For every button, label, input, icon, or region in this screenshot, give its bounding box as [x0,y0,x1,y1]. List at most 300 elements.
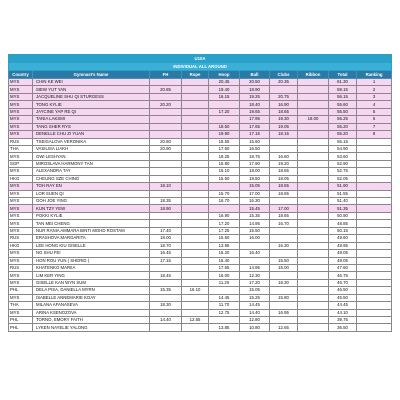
ribbon-score-cell [298,175,329,182]
rope-score-cell [182,198,209,205]
rope-score-cell: 16.10 [182,287,209,294]
clubs-score-cell: 16.90 [270,101,298,108]
country-cell: MYS [9,101,33,108]
ranking-cell [357,272,392,279]
country-cell: MYS [9,123,33,130]
rope-score-cell [182,93,209,100]
results-body [9,79,392,332]
column-header: Gymnast's Name [33,71,150,79]
ribbon-score-cell [298,198,329,205]
clubs-score-cell: 16.60 [270,153,298,160]
fh-score-cell [150,220,182,227]
hoop-score-cell: 14.45 [209,294,240,301]
rope-score-cell [182,183,209,190]
clubs-score-cell [270,302,298,309]
rope-score-cell [182,242,209,249]
ball-score-cell: 15.05 [240,287,270,294]
table-row [9,138,392,145]
ball-score-cell: 17.20 [240,279,270,286]
gymnast-name-cell: LEE HONG KIU GISELLE [33,242,150,249]
table-row [9,101,392,108]
ribbon-score-cell [298,242,329,249]
column-header: Hoop [209,71,240,79]
country-cell: THA [9,302,33,309]
gymnast-name-cell: POKKI KYLIE [33,212,150,219]
table-row [9,235,392,242]
column-header: Country [9,71,33,79]
country-cell: MYS [9,279,33,286]
rope-score-cell [182,205,209,212]
total-score-cell: 44.10 [329,309,357,316]
total-score-cell: 55.50 [329,108,357,115]
total-score-cell: 46.70 [329,279,357,286]
total-score-cell: 45.50 [329,294,357,301]
fh-score-cell [150,279,182,286]
rope-score-cell [182,131,209,138]
hoop-score-cell: 15.60 [209,235,240,242]
ranking-cell [357,220,392,227]
table-row [9,324,392,331]
country-cell: MYS [9,198,33,205]
ranking-cell: 1 [357,79,392,86]
total-score-cell: 48.05 [329,250,357,257]
total-score-cell: 51.40 [329,198,357,205]
ranking-cell: 5 [357,108,392,115]
hoop-score-cell: 17.50 [209,145,240,152]
country-cell: MYS [9,190,33,197]
ranking-cell [357,138,392,145]
fh-score-cell: 18.35 [150,198,182,205]
ball-score-cell: 15.35 [240,212,270,219]
clubs-score-cell: 15.50 [270,257,298,264]
fh-score-cell: 20.90 [150,145,182,152]
clubs-score-cell: 18.05 [270,175,298,182]
gymnast-name-cell: SIEW YUT YAN [33,86,150,93]
clubs-score-cell [270,198,298,205]
rope-score-cell [182,272,209,279]
hoop-score-cell: 20.45 [209,79,240,86]
table-row [9,123,392,130]
hoop-score-cell: 18.50 [209,123,240,130]
table-row [9,183,392,190]
gymnast-name-cell: CHEUNG SZE CHING [33,175,150,182]
rope-score-cell [182,227,209,234]
country-cell: MYS [9,212,33,219]
ranking-cell [357,175,392,182]
ranking-cell [357,264,392,271]
hoop-score-cell: 16.90 [209,212,240,219]
gymnast-name-cell: TAN MEI CHENG [33,220,150,227]
rope-score-cell [182,294,209,301]
clubs-score-cell: 15.80 [270,294,298,301]
ranking-cell [357,153,392,160]
gymnast-name-cell: MIROSLAVA HARMONY TAN [33,160,150,167]
fh-score-cell [150,108,182,115]
rope-score-cell [182,153,209,160]
ribbon-score-cell [298,86,329,93]
total-score-cell: 52.05 [329,175,357,182]
country-cell: MYS [9,205,33,212]
total-score-cell: 47.60 [329,264,357,271]
table-row [9,93,392,100]
ribbon-score-cell [298,138,329,145]
ribbon-score-cell [298,183,329,190]
rope-score-cell [182,145,209,152]
hoop-score-cell: 19.40 [209,86,240,93]
gymnast-name-cell: TANG SHER RYS [33,123,150,130]
ribbon-score-cell [298,302,329,309]
ball-score-cell: 14.45 [240,302,270,309]
hoop-score-cell: 18.55 [209,138,240,145]
clubs-score-cell: 19.20 [270,160,298,167]
clubs-score-cell: 18.65 [270,108,298,115]
country-cell: RUS [9,264,33,271]
country-cell: SGP [9,160,33,167]
clubs-score-cell [270,272,298,279]
total-score-cell: 53.60 [329,153,357,160]
hoop-score-cell: 16.70 [209,198,240,205]
country-cell: MYS [9,116,33,123]
rope-score-cell [182,101,209,108]
clubs-score-cell: 16.30 [270,242,298,249]
ribbon-score-cell [298,235,329,242]
ball-score-cell: 15.60 [240,138,270,145]
fh-score-cell [150,294,182,301]
ranking-cell [357,309,392,316]
gymnast-name-cell: NUR RANIA AMMARA BINTI MOHD ROSTAM [33,227,150,234]
country-cell: HKG [9,242,33,249]
ball-score-cell: 16.50 [240,145,270,152]
table-row [9,272,392,279]
ribbon-score-cell [298,257,329,264]
ranking-cell: 8 [357,131,392,138]
total-score-cell: 46.50 [329,287,357,294]
table-row [9,294,392,301]
hoop-score-cell: 15.70 [209,190,240,197]
ranking-cell [357,317,392,324]
total-score-cell: 50.15 [329,227,357,234]
table-row [9,250,392,257]
rope-score-cell [182,175,209,182]
country-cell: THA [9,145,33,152]
ribbon-score-cell [298,190,329,197]
ribbon-score-cell [298,264,329,271]
ranking-cell [357,183,392,190]
total-score-cell: 55.15 [329,138,357,145]
clubs-score-cell: 18.65 [270,168,298,175]
rope-score-cell [182,302,209,309]
fh-score-cell: 18.45 [150,272,182,279]
fh-score-cell: 20.85 [150,86,182,93]
country-cell: MYS [9,220,33,227]
ball-score-cell: 18.50 [240,175,270,182]
ranking-cell: 6 [357,116,392,123]
column-header: FH [150,71,182,79]
ribbon-score-cell [298,168,329,175]
ball-score-cell: 18.40 [240,101,270,108]
clubs-score-cell [270,227,298,234]
hoop-score-cell: 17.25 [209,227,240,234]
ball-score-cell: 12.80 [240,317,270,324]
total-score-cell: 61.30 [329,79,357,86]
clubs-score-cell: 20.75 [270,93,298,100]
rope-score-cell [182,108,209,115]
ranking-cell [357,257,392,264]
table-row [9,287,392,294]
ribbon-score-cell: 18.00 [298,116,329,123]
rope-score-cell [182,168,209,175]
clubs-score-cell [270,235,298,242]
clubs-score-cell: 16.70 [270,220,298,227]
column-header: Clubs [270,71,298,79]
ribbon-score-cell [298,153,329,160]
ball-score-cell: 14.95 [240,220,270,227]
gymnast-name-cell: NG SHU FEI [33,250,150,257]
hoop-score-cell [209,101,240,108]
total-score-cell: 59.15 [329,86,357,93]
column-header: Ball [240,71,270,79]
table-row [9,279,392,286]
rope-score-cell [182,220,209,227]
ranking-cell: 7 [357,123,392,130]
ball-score-cell: 18.90 [240,86,270,93]
rope-score-cell [182,116,209,123]
ranking-cell [357,302,392,309]
total-score-cell: 49.60 [329,235,357,242]
total-score-cell: 36.50 [329,324,357,331]
ranking-cell [357,235,392,242]
country-cell: MYS [9,227,33,234]
ribbon-score-cell [298,294,329,301]
hoop-score-cell: 15.20 [209,250,240,257]
hoop-score-cell [209,287,240,294]
rope-score-cell [182,250,209,257]
ball-score-cell: 15.45 [240,205,270,212]
ball-score-cell: 18.00 [240,168,270,175]
gymnast-name-cell: VASILISA LIAKH [33,145,150,152]
gymnast-name-cell: CHIN KE WEI [33,79,150,86]
table-row [9,227,392,234]
table-row [9,242,392,249]
gymnast-name-cell: KHATENKO MARIIA [33,264,150,271]
ribbon-score-cell [298,279,329,286]
gymnast-name-cell: LYKEN NAYELIE YALONG [33,324,150,331]
country-cell: RUS [9,235,33,242]
clubs-score-cell [270,145,298,152]
ribbon-score-cell [298,227,329,234]
competition-category-title: U10A [9,55,392,63]
hoop-score-cell: 13.95 [209,242,240,249]
ball-score-cell: 12.30 [240,272,270,279]
table-row [9,116,392,123]
ranking-cell: 4 [357,101,392,108]
country-cell: MYS [9,108,33,115]
table-row [9,79,392,86]
rope-score-cell [182,309,209,316]
country-cell: MYS [9,250,33,257]
ranking-cell [357,168,392,175]
ball-score-cell: 16.00 [240,235,270,242]
ribbon-score-cell [298,145,329,152]
clubs-score-cell: 17.00 [270,205,298,212]
table-row [9,168,392,175]
rope-score-cell [182,160,209,167]
hoop-score-cell [209,183,240,190]
ranking-cell: 2 [357,86,392,93]
hoop-score-cell: 12.75 [209,309,240,316]
country-cell: HKG [9,175,33,182]
hoop-score-cell: 15.50 [209,175,240,182]
gymnast-name-cell: ALEXANDRA TAY [33,168,150,175]
gymnast-name-cell: JACQUELINE SHU QI STURGESS [33,93,150,100]
ball-score-cell: 16.40 [240,250,270,257]
country-cell: MYS [9,79,33,86]
column-header-row [9,71,392,79]
clubs-score-cell: 15.00 [270,264,298,271]
ribbon-score-cell [298,123,329,130]
total-score-cell: 56.15 [329,93,357,100]
gymnast-name-cell: ERASHOVA MARGARITA [33,235,150,242]
total-score-cell: 48.95 [329,242,357,249]
ball-score-cell: 14.40 [240,309,270,316]
gymnast-name-cell: DELA PISA, DANIELLA MYRN [33,287,150,294]
country-cell: MYS [9,86,33,93]
hoop-score-cell: 11.20 [209,279,240,286]
clubs-score-cell: 12.65 [270,324,298,331]
ribbon-score-cell [298,324,329,331]
total-score-cell: 39.75 [329,317,357,324]
ranking-cell [357,227,392,234]
fh-score-cell: 18.30 [150,302,182,309]
gymnast-name-cell: GWI LESHYAN [33,153,150,160]
column-header: Rope [182,71,209,79]
rope-score-cell [182,190,209,197]
country-cell: MYS [9,257,33,264]
clubs-score-cell: 20.35 [270,79,298,86]
fh-score-cell [150,324,182,331]
hoop-score-cell: 16.10 [209,168,240,175]
table-row [9,264,392,271]
table-row [9,131,392,138]
gymnast-name-cell: ARINA KSENOZOVA [33,309,150,316]
rope-score-cell: 12.55 [182,317,209,324]
fh-score-cell: 17.40 [150,227,182,234]
ball-score-cell: 19.65 [240,108,270,115]
fh-score-cell: 17.15 [150,257,182,264]
clubs-score-cell [270,317,298,324]
ranking-cell [357,160,392,167]
gymnast-name-cell: KUN TZY YEW [33,205,150,212]
hoop-score-cell: 16.15 [209,93,240,100]
total-score-cell: 52.75 [329,168,357,175]
table-row [9,86,392,93]
total-score-cell: 46.75 [329,272,357,279]
ranking-cell [357,250,392,257]
hoop-score-cell: 15.40 [209,257,240,264]
clubs-score-cell: 18.30 [270,279,298,286]
ball-score-cell: 18.75 [240,153,270,160]
fh-score-cell [150,93,182,100]
total-score-cell: 55.25 [329,116,357,123]
ribbon-score-cell [298,220,329,227]
hoop-score-cell: 11.70 [209,302,240,309]
table-row [9,317,392,324]
total-score-cell: 50.90 [329,212,357,219]
total-score-cell: 48.85 [329,220,357,227]
table-row [9,153,392,160]
rope-score-cell [182,324,209,331]
ranking-cell [357,190,392,197]
gymnast-name-cell: TOH RAY EN [33,183,150,190]
table-row [9,205,392,212]
clubs-score-cell [270,86,298,93]
ribbon-score-cell [298,93,329,100]
clubs-score-cell: 18.15 [270,131,298,138]
ribbon-score-cell [298,287,329,294]
country-cell: MYS [9,309,33,316]
total-score-cell: 48.05 [329,257,357,264]
ball-score-cell [240,257,270,264]
ribbon-score-cell [298,131,329,138]
clubs-score-cell: 18.65 [270,212,298,219]
results-sheet [8,54,391,332]
clubs-score-cell: 19.30 [270,116,298,123]
ribbon-score-cell [298,101,329,108]
fh-score-cell: 18.00 [150,235,182,242]
ball-score-cell: 10.80 [240,324,270,331]
gymnast-name-cell: TONG KYLIE [33,101,150,108]
hoop-score-cell: 18.25 [209,153,240,160]
gymnast-name-cell: GISELLE KAN WYN SUM [33,279,150,286]
rope-score-cell [182,279,209,286]
ball-score-cell: 17.90 [240,160,270,167]
hoop-score-cell: 15.80 [209,160,240,167]
table-row [9,108,392,115]
hoop-score-cell: 19.90 [209,131,240,138]
ranking-cell [357,294,392,301]
table-row [9,145,392,152]
column-header: Ribbon [298,71,329,79]
country-cell: MYS [9,131,33,138]
hoop-score-cell [209,116,240,123]
rope-score-cell [182,264,209,271]
ball-score-cell: 20.50 [240,79,270,86]
ranking-cell [357,145,392,152]
ribbon-score-cell [298,212,329,219]
ribbon-score-cell [298,160,329,167]
gymnast-name-cell: GOH JOE YING [33,198,150,205]
hoop-score-cell: 13.85 [209,324,240,331]
gymnast-name-cell: ISABELLE ANNEMARIE KOAY [33,294,150,301]
table-row [9,198,392,205]
country-cell: MYS [9,93,33,100]
table-row [9,175,392,182]
event-subtitle: INDIVIDUAL ALL AROUND [9,63,392,71]
clubs-score-cell: 18.55 [270,183,298,190]
clubs-score-cell [270,287,298,294]
country-cell: MYS [9,153,33,160]
column-header: Ranking [357,71,392,79]
table-row [9,212,392,219]
fh-score-cell [150,212,182,219]
fh-score-cell: 18.90 [150,205,182,212]
rope-score-cell [182,257,209,264]
fh-score-cell [150,131,182,138]
ball-score-cell: 16.30 [240,198,270,205]
fh-score-cell [150,153,182,160]
country-cell: PHL [9,324,33,331]
gymnast-name-cell: LIM KER YING [33,272,150,279]
